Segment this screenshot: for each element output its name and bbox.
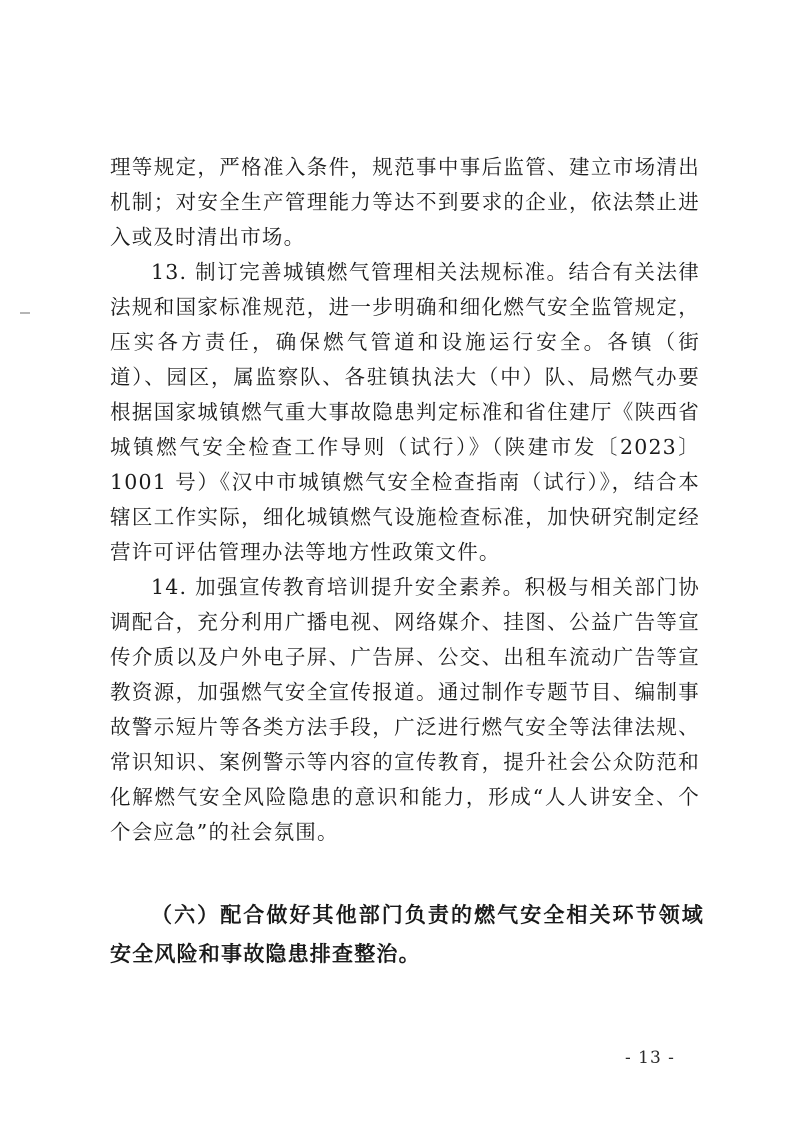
paragraph-13: 13. 制订完善城镇燃气管理相关法规标准。结合有关法律法规和国家标准规范，进一步明确和细化燃气安全监管规定，压实各方责任，确保燃气管道和设施运行安全。各镇（街道）、园区，属监察队、各驻镇执法大（中）队、局燃气办要根据国家城镇燃气重大事故隐患判定标准和省住建厅《陕西省城镇燃气安全检查工作导则（试行）》（陕建市发〔2023〕1001 号）《汉中市城镇燃气安全检查指南（试行）》，结合本辖区工作实际，细化城镇燃气设施检查标准，加快研究制定经营许可评估管理办法等地方性政策文件。: [110, 260, 700, 564]
continuation-paragraph: 理等规定，严格准入条件，规范事中事后监管、建立市场清出机制；对安全生产管理能力等达不到要求的企业，依法禁止进入或及时清出市场。: [110, 155, 700, 249]
paragraph-14: 14. 加强宣传教育培训提升安全素养。积极与相关部门协调配合，充分利用广播电视、网络媒介、挂图、公益广告等宣传介质以及户外电子屏、广告屏、公交、出租车流动广告等宣教资源，加强燃气安全宣传报道。通过制作专题节目、编制事故警示短片等各类方法手段，广泛进行燃气安全等法律法规、常识知识、案例警示等内容的宣传教育，提升社会公众防范和化解燃气安全风险隐患的意识和能力，形成“人人讲安全、个个会应急”的社会氛围。: [110, 575, 700, 844]
body-text: [110, 150, 700, 850]
section-heading: （六）配合做好其他部门负责的燃气安全相关环节领域安全风险和事故隐患排查整治。: [110, 902, 704, 966]
margin-mark: [20, 312, 30, 314]
page-number: - 13 -: [625, 1048, 675, 1068]
